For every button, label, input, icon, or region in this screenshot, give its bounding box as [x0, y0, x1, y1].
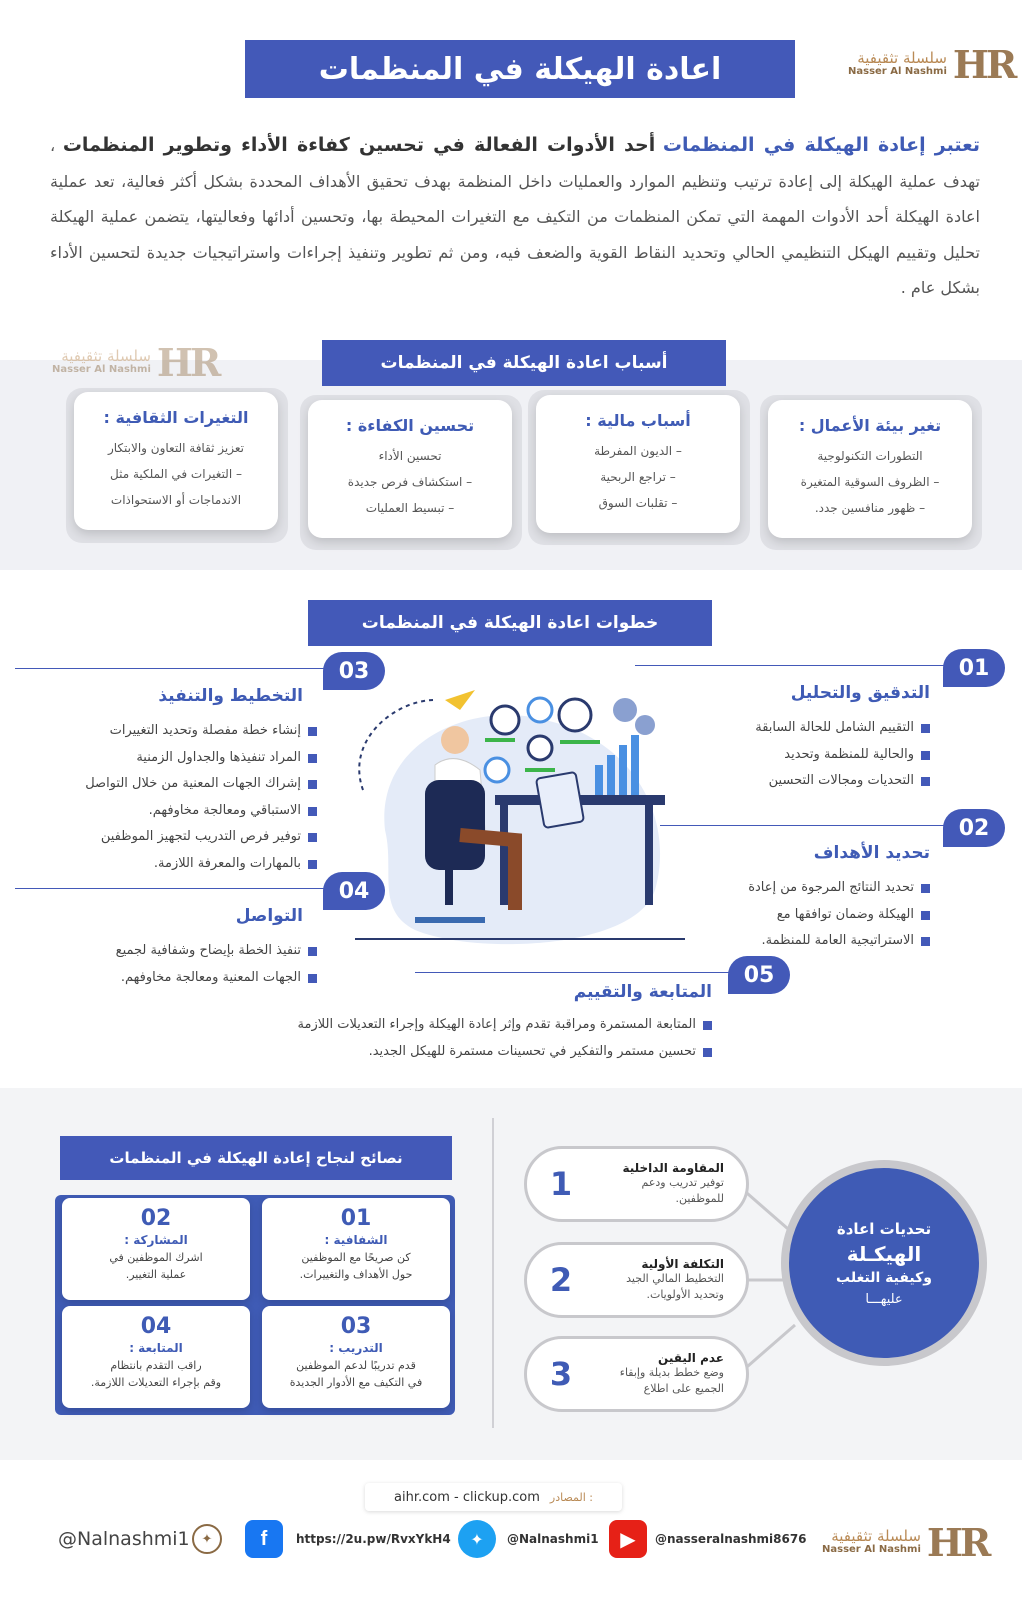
brand-logo: سلسلة تثقيفية Nasser Al Nashmi HR	[848, 42, 1015, 87]
twitter-handle[interactable]: @Nalnashmi1	[507, 1532, 599, 1546]
step-03: 03 التخطيط والتنفيذ إنشاء خطة مفصلة وتحديد التغييرات المراد تنفيذها والجداول الزمنية إشراك الجهات المعنية من خلال التواصل الاستباقي ومعالجة مخاوفهم. توفير فرص التدريب لتجهيز الموظفين بالمهارات والمعرفة اللازمة.	[15, 668, 385, 868]
tips-title: نصائح لنجاح إعادة الهيكلة في المنظمات	[60, 1136, 452, 1180]
sources-box	[365, 1483, 622, 1511]
tip-04: 04 المتابعة : راقب التقدم بانتظام وقم بإجراء التعديلات اللازمة.	[62, 1306, 250, 1408]
challenge-1: المقاومة الداخلية توفير تدريب ودعم للموظفين. 1	[524, 1146, 749, 1222]
challenge-3: عدم اليقين وضع خطط بديلة وإبقاء الجميع على اطلاع 3	[524, 1336, 749, 1412]
tip-02: 02 المشاركة : اشرك الموظفين في عملية التغيير.	[62, 1198, 250, 1300]
reason-card-cultural: التغيرات الثقافية : تعزيز ثقافة التعاون والابتكار – التغيرات في الملكية مثل الاندماجات أو الاستحواذات	[74, 392, 278, 530]
reason-card-business: تغير بيئة الأعمال : التطورات التكنولوجية – الظروف السوقية المتغيرة – ظهور منافسين جدد.	[768, 400, 972, 538]
intro-lead: تعتبر إعادة الهيكلة في المنظمات	[662, 134, 980, 156]
challenge-2: التكلفة الأولية التخطيط المالي الجيد وتحديد الأولويات. 2	[524, 1242, 749, 1318]
sources-list: aihr.com - clickup.com	[394, 1489, 540, 1505]
intro-paragraph	[50, 128, 980, 306]
reason-card-efficiency: تحسين الكفاءة : تحسين الأداء – استكشاف فرص جديدة – تبسيط العمليات	[308, 400, 512, 538]
facebook-link[interactable]: https://2u.pw/RvxYkH4	[296, 1532, 451, 1546]
page-title: اعادة الهيكلة في المنظمات	[245, 40, 795, 98]
step-04: 04 التواصل تنفيذ الخطة بإيضاح وشفافية لجميع الجهات المعنية ومعالجة مخاوفهم.	[15, 888, 385, 988]
challenges-center: تحديات اعادة الهيكـلة وكيفية التغلب عليهـــا	[781, 1160, 987, 1366]
footer-logo: سلسلة تثقيفية Nasser Al Nashmi HR	[822, 1520, 989, 1565]
intro-body: ، تهدف عملية الهيكلة إلى إعادة ترتيب وتنظيم الموارد والعمليات داخل المنظمة بهدف تحقيق الأهداف المحددة بشكل أكثر فعالية، تعد عملية اعادة الهيكلة أحد الأدوات المهمة التي تمكن المنظمات من التكيف مع التغيرات المحيطة بها، وتحسين أدائها وفعاليتها، يتضمن عملية الهيكلة تحليل وتقييم الهيكل التنظيمي الحالي وتحديد النقاط القوية والضعف فيه، ومن ثم تطوير وتنفيذ إجراءات واستراتيجيات جديدة لتحسين الأداء بشكل عام .	[50, 136, 980, 297]
twitter-circle-icon[interactable]: ✦	[192, 1524, 222, 1554]
facebook-icon[interactable]: f	[245, 1520, 283, 1558]
tip-03: 03 التدريب : قدم تدريبًا لدعم الموظفين في التكيف مع الأدوار الجديدة	[262, 1306, 450, 1408]
divider	[492, 1118, 494, 1428]
youtube-handle[interactable]: @nasseralnashmi8676	[655, 1532, 807, 1546]
reason-card-financial: أسباب مالية : – الديون المفرطة – تراجع الربحية – تقلبات السوق	[536, 395, 740, 533]
tip-01: 01 الشفافية : كن صريحًا مع الموظفين حول الأهداف والتغييرات.	[262, 1198, 450, 1300]
step-05: 05 المتابعة والتقييم المتابعة المستمرة ومراقبة تقدم وإثر إعادة الهيكلة وإجراء التعديلات اللازمة تحسين مستمر والتفكير في تحسينات مستمرة للهيكل الجديد.	[230, 972, 790, 1072]
reasons-title: أسباب اعادة الهيكلة في المنظمات	[322, 340, 726, 386]
step-01: 01 التدقيق والتحليل التقييم الشامل للحالة السابقة والحالية للمنظمة وتحديد التحديات ومجالات التحسين	[620, 665, 1005, 775]
sources-label: المصادر :	[549, 1490, 593, 1504]
social-handle[interactable]: @Nalnashmi1	[58, 1528, 190, 1550]
step-02: 02 تحديد الأهداف تحديد النتائج المرجوة من إعادة الهيكلة وضمان توافقها مع الاستراتيجية العامة للمنظمة.	[670, 825, 1005, 935]
twitter-icon[interactable]: ✦	[458, 1520, 496, 1558]
intro-lead-dark: أحد الأدوات الفعالة في تحسين كفاءة الأداء وتطوير المنظمات	[62, 134, 656, 156]
steps-title: خطوات اعادة الهيكلة في المنظمات	[308, 600, 712, 646]
youtube-icon[interactable]: ▶	[609, 1520, 647, 1558]
watermark-logo: سلسلة تثقيفية Nasser Al Nashmi HR	[52, 340, 219, 385]
